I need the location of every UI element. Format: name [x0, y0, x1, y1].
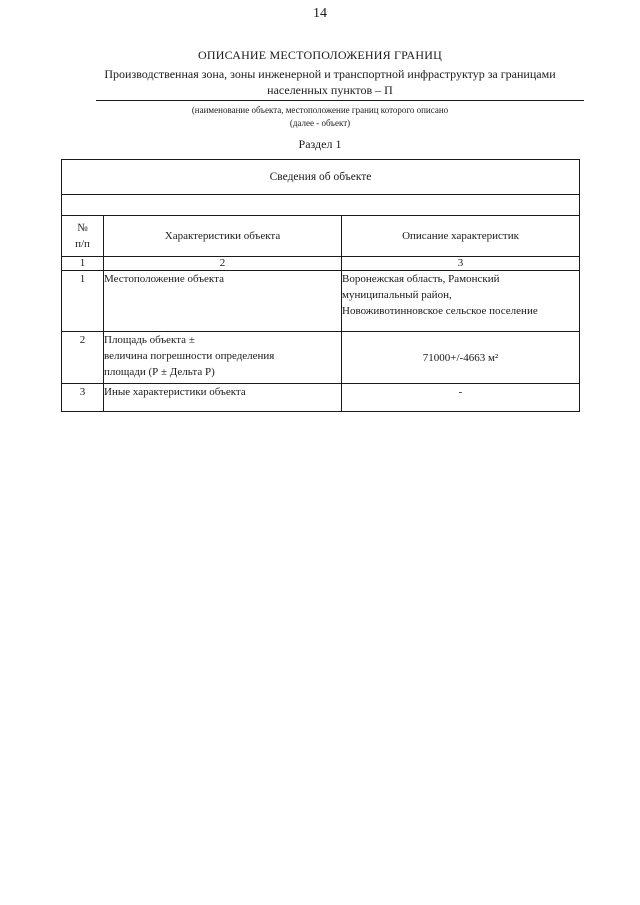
column-number: 2 [104, 257, 342, 271]
row-characteristic [104, 271, 342, 332]
table-header-row [62, 216, 580, 257]
object-name-line-1: Производственная зона, зоны инженерной и транспортной инфраструктур за границами [104, 67, 556, 81]
row-number: 2 [62, 332, 104, 384]
characteristic-line: площади (Р ± Дельта Р) [104, 366, 215, 378]
object-name [78, 66, 582, 98]
blank-cell [62, 195, 580, 216]
characteristic-line: Площадь объекта ± [104, 334, 195, 346]
header-characteristic: Характеристики объекта [104, 216, 342, 257]
column-number: 1 [62, 257, 104, 271]
row-characteristic [104, 332, 342, 384]
row-number: 3 [62, 384, 104, 412]
object-name-caption [0, 104, 640, 130]
table-title-row [62, 160, 580, 195]
row-number: 1 [62, 271, 104, 332]
header-description: Описание характеристик [342, 216, 580, 257]
table-row [62, 271, 580, 332]
row-description [342, 384, 580, 412]
table-title: Сведения об объекте [62, 160, 580, 195]
characteristic-line: величина погрешности определения [104, 350, 275, 362]
description-line: Новоживотинновское сельское поселение [342, 305, 538, 317]
description-line: - [458, 386, 463, 398]
page-number: 14 [313, 6, 327, 21]
section-heading: Раздел 1 [298, 137, 342, 151]
object-name-underline [96, 100, 584, 101]
caption-line-2: (далее - объект) [289, 118, 351, 128]
document-title: ОПИСАНИЕ МЕСТОПОЛОЖЕНИЯ ГРАНИЦ [198, 48, 442, 62]
row-description [342, 332, 580, 384]
table-row [62, 332, 580, 384]
object-name-line-2: населенных пунктов – П [267, 83, 393, 97]
characteristic-line: Местоположение объекта [104, 273, 224, 285]
column-number: 3 [342, 257, 580, 271]
table-row [62, 384, 580, 412]
column-number-row [62, 257, 580, 271]
header-number [62, 216, 104, 257]
description-line: 71000+/-4663 м² [422, 351, 499, 364]
row-description [342, 271, 580, 332]
header-number-line-2: п/п [75, 238, 90, 250]
object-info-table [61, 159, 580, 412]
characteristic-line: Иные характеристики объекта [104, 386, 246, 398]
description-line: муниципальный район, [342, 289, 452, 301]
caption-line-1: (наименование объекта, местоположение границ которого описано [191, 105, 449, 115]
description-line: Воронежская область, Рамонский [342, 273, 500, 285]
table-blank-row [62, 195, 580, 216]
header-number-line-1: № [77, 222, 88, 234]
row-characteristic [104, 384, 342, 412]
